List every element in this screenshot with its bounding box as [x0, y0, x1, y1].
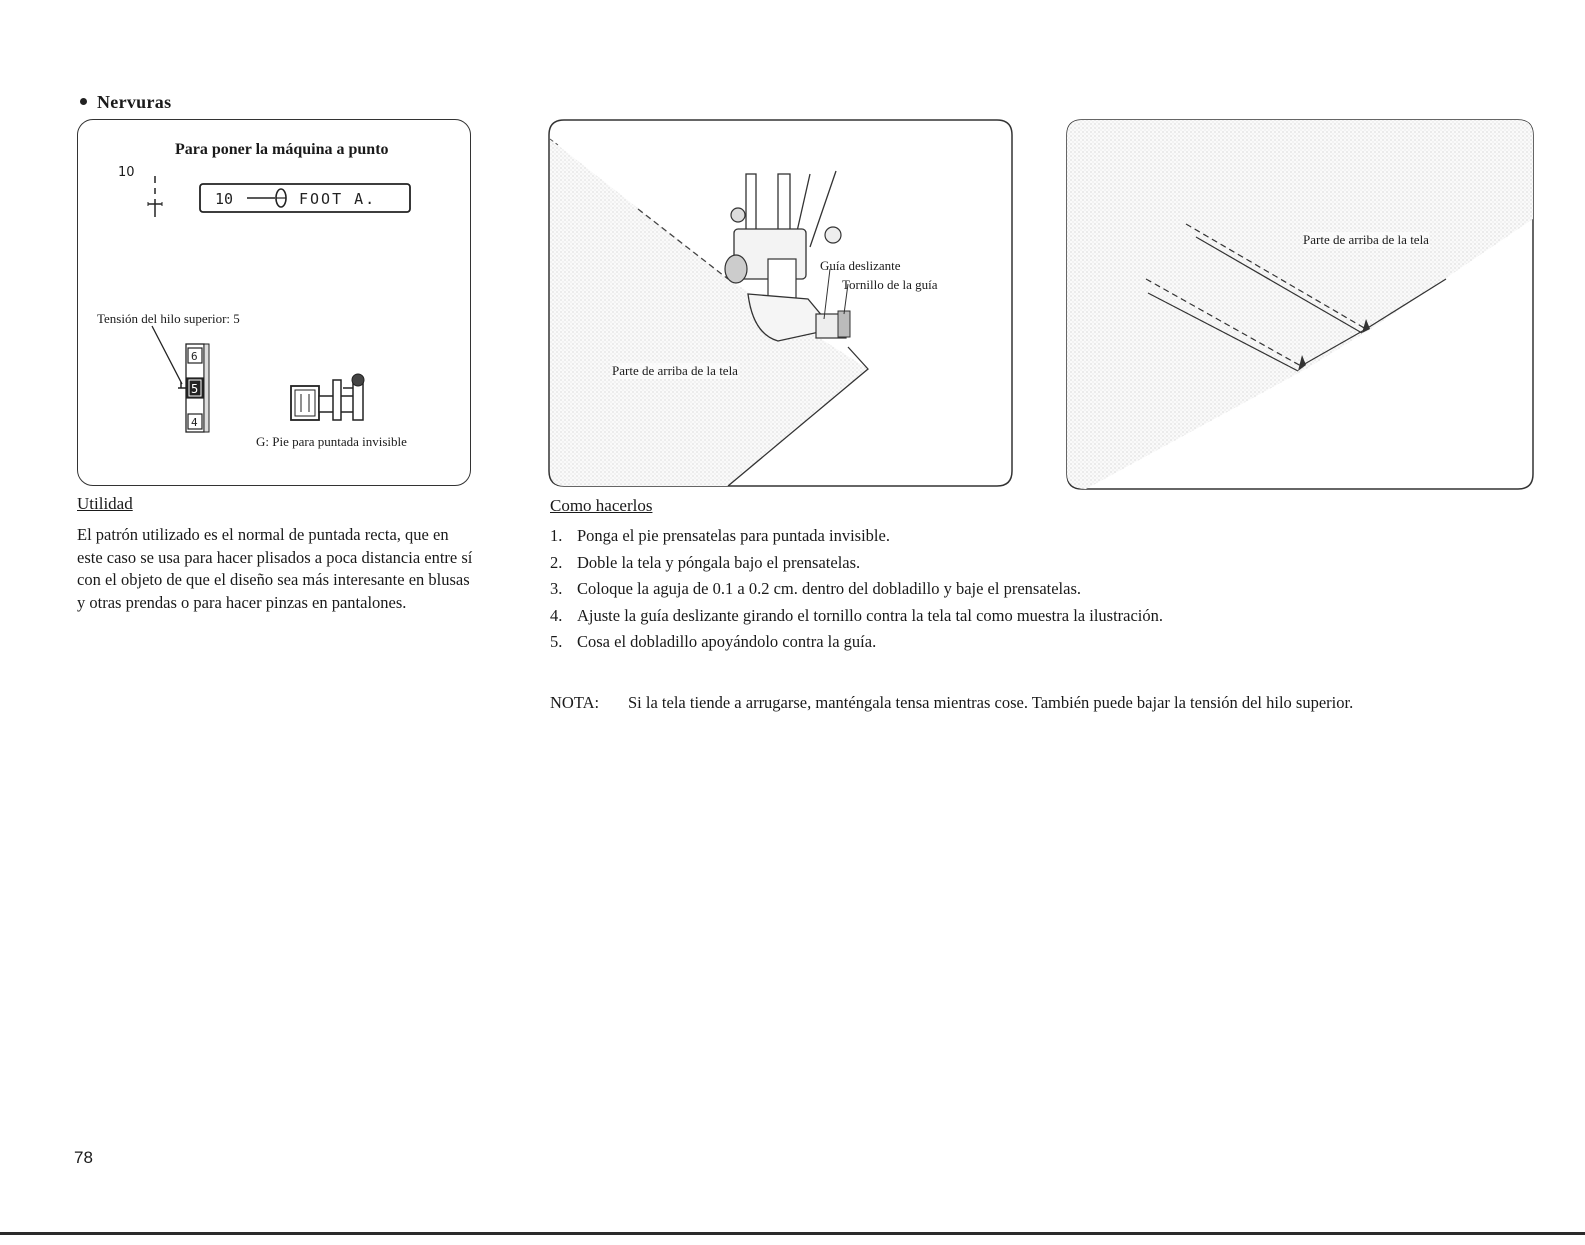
section-title	[80, 92, 171, 113]
note-label: NOTA:	[550, 693, 600, 712]
fabric-top-label-2: Parte de arriba de la tela	[1303, 232, 1429, 247]
step-text: Coloque la aguja de 0.1 a 0.2 cm. dentro del dobladillo y baje el prensatelas.	[577, 579, 1082, 598]
setup-heading: Para poner la máquina a punto	[175, 141, 389, 158]
tension-dial-lower: 4	[191, 416, 198, 429]
usage-paragraph: El patrón utilizado es el normal de puntada recta, que en este caso se usa para hacer plisados a poca distancia entre sí con el objeto de que el diseño sea más interesante en blusas y otras prendas o para hacer pinzas en pantalones.	[77, 525, 473, 612]
tension-dial-upper: 6	[191, 350, 198, 363]
step-number: 5.	[550, 632, 563, 651]
screw-label: Tornillo de la guía	[842, 277, 938, 292]
step-number: 3.	[550, 579, 563, 598]
usage-heading: Utilidad	[77, 494, 133, 513]
step-text: Ajuste la guía deslizante girando el tornillo contra la tela tal como muestra la ilustración.	[577, 605, 1164, 625]
step-text: Doble la tela y póngala bajo el prensatelas.	[577, 552, 861, 572]
note	[550, 693, 1353, 713]
lcd-foot-text: FOOT A.	[299, 190, 377, 208]
lcd-pattern-number: 10	[215, 190, 234, 208]
step-number: 2.	[550, 552, 563, 572]
section-title-text: Nervuras	[97, 92, 172, 112]
bullet-icon	[80, 98, 87, 105]
step-item	[550, 631, 1550, 658]
steps-heading: Como hacerlos	[550, 496, 653, 515]
steps-list	[550, 525, 1550, 658]
presser-foot-label: G: Pie para puntada invisible	[256, 434, 407, 449]
bottom-rule	[0, 1232, 1585, 1235]
step-item	[550, 578, 1550, 605]
step-number: 1.	[550, 526, 563, 545]
straight-stitch-needle-icon	[140, 172, 170, 218]
presser-foot-illustration	[548, 119, 1013, 487]
fabric-top-label-1: Parte de arriba de la tela	[612, 363, 738, 378]
tension-dial-selected: 5	[191, 382, 199, 396]
step-item	[550, 525, 1550, 552]
guide-label: Guía deslizante	[820, 258, 901, 273]
blind-stitch-foot-icon	[287, 372, 371, 422]
step-item	[550, 605, 1550, 632]
pattern-number: 10	[118, 165, 135, 180]
lcd-display	[199, 183, 411, 213]
step-number: 4.	[550, 605, 563, 625]
tension-label: Tensión del hilo superior: 5	[97, 311, 240, 326]
step-text: Cosa el dobladillo apoyándolo contra la guía.	[577, 632, 877, 651]
tension-dial-icon	[150, 322, 220, 442]
note-text: Si la tela tiende a arrugarse, manténgala tensa mientras cose. También puede bajar la tensión del hilo superior.	[628, 693, 1354, 712]
step-item	[550, 552, 1550, 579]
settings-box	[77, 119, 471, 486]
tucks-illustration	[1066, 119, 1534, 490]
page-number: 78	[74, 1148, 93, 1167]
step-text: Ponga el pie prensatelas para puntada invisible.	[577, 526, 890, 545]
